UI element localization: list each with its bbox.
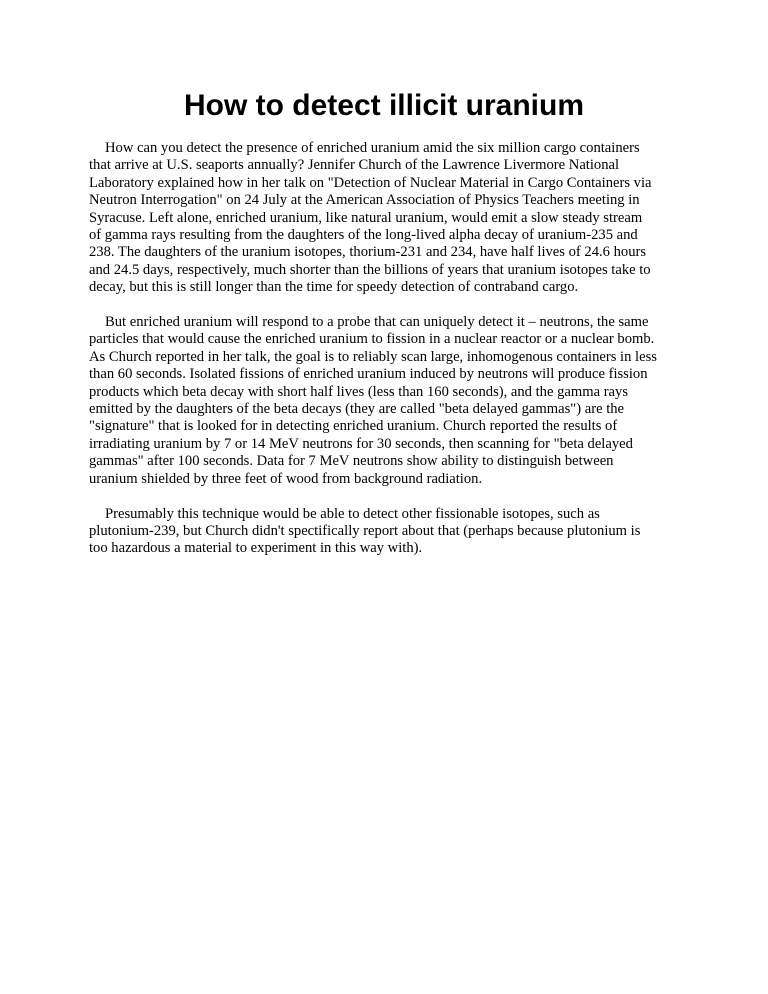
paragraph-2: But enriched uranium will respond to a probe that can uniquely detect it – neutrons, the same particles that would cause the enriched uranium to fission in a nuclear reactor or a nuclear bomb. As Church reported in her talk, the goal is to reliably scan large, inhomogenous containers in less than 60 seconds. Isolated fissions of enriched uranium induced by neutrons will produce fission products which beta decay with short half lives (less than 160 seconds), and the gamma rays emitted by the daughters of the beta decays (they are called "beta delayed gammas") are the "signature" that is looked for in detecting enriched uranium. Church reported the results of irradiating uranium by 7 or 14 MeV neutrons for 30 seconds, then scanning for "beta delayed gammas" after 100 seconds. Data for 7 MeV neutrons show ability to distinguish between uranium shielded by three feet of wood from background radiation. [89, 314, 657, 487]
article-body [89, 140, 689, 575]
page-title: How to detect illicit uranium [183, 89, 585, 122]
paragraph-3: Presumably this technique would be able to detect other fissionable isotopes, such as plutonium-239, but Church didn't spectifically report about that (perhaps because plutonium is too hazardous a material to experiment in this way with). [89, 505, 641, 557]
paragraph-1: How can you detect the presence of enriched uranium amid the six million cargo containers that arrive at U.S. seaports annually? Jennifer Church of the Lawrence Livermore National Laboratory explained how in her talk on "Detection of Nuclear Material in Cargo Containers via Neutron Interrogation" on 24 July at the American Association of Physics Teachers meeting in Syracuse. Left alone, enriched uranium, like natural uranium, would emit a slow steady stream of gamma rays resulting from the daughters of the long-lived alpha decay of uranium-235 and 238. The daughters of the uranium isotopes, thorium-231 and 234, have half lives of 24.6 hours and 24.5 days, respectively, much shorter than the billions of years that uranium isotopes take to decay, but this is still longer than the time for speedy detection of contraband cargo. [89, 140, 652, 296]
